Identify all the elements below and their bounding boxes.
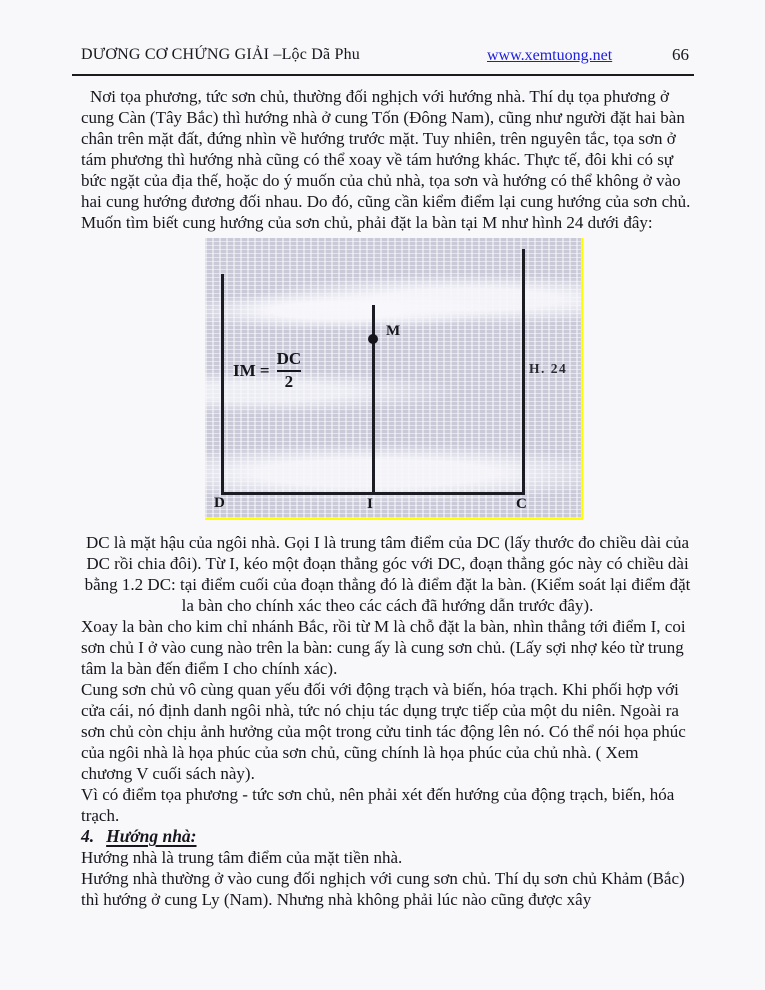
paragraph-cung-son-chu: Cung sơn chủ vô cùng quan yếu đối với động trạch và biến, hóa trạch. Khi phối hợp với cửa cái, nó định danh ngôi nhà, tức nó chịu tác dụng trực tiếp của một du niên. Ngoài ra sơn chủ còn chịu ảnh hưởng của một trong cửu tinh tác động lên nó. Có thể nói họa phúc của ngôi nhà là họa phúc của sơn chủ, cũng chính là họa phúc của chủ nhà. ( Xem chương V cuối sách này). bbox=[81, 680, 686, 783]
figure-formula bbox=[233, 350, 301, 391]
paragraph-muon-tim: Muốn tìm biết cung hướng của sơn chủ, phải đặt la bàn tại M như hình 24 dưới đây: bbox=[81, 213, 653, 232]
figure-point-m-label: M bbox=[386, 323, 401, 339]
formula-lhs: IM = bbox=[233, 361, 270, 381]
paragraph-xoay-la-ban: Xoay la bàn cho kim chỉ nhánh Bắc, rồi từ M là chỗ đặt la bàn, nhìn thẳng tới điểm I, coi sơn chủ I ở vào cung nào trên la bàn: cung ấy là cung sơn chủ. (Lấy sợi nhợ kéo từ trung tâm la bàn đến điểm I cho chính xác). bbox=[81, 617, 686, 678]
formula-numerator: DC bbox=[276, 349, 302, 368]
figure-wall-left-line bbox=[221, 274, 224, 495]
page-number: 66 bbox=[672, 45, 689, 64]
section-heading-huong-nha bbox=[81, 826, 694, 847]
figure-caption: H. 24 bbox=[529, 361, 568, 376]
page-body bbox=[81, 86, 694, 910]
figure-h24 bbox=[205, 238, 583, 520]
paragraph-dc-mat-hau: DC là mặt hậu của ngôi nhà. Gọi I là trung tâm điểm của DC (lấy thước đo chiều dài của DC rồi chia đôi). Từ I, kéo một đoạn thẳng góc với DC, đoạn thẳng góc này có chiều dài bằng 1.2 DC: tại điểm cuối của đoạn thẳng đó là điểm đặt la bàn. (Kiểm soát lại điểm đặt la bàn cho chính xác theo các cách đã hướng dẫn trước đây). bbox=[84, 533, 691, 615]
website-link[interactable]: www.xemtuong.net bbox=[487, 47, 613, 64]
section-label: Hướng nhà: bbox=[106, 826, 197, 846]
paragraph-huong-nha-doi-nghich: Hướng nhà thường ở vào cung đối nghịch với cung sơn chủ. Thí dụ sơn chủ Khảm (Bắc) thì hướng ở cung Ly (Nam). Nhưng nhà không phải lúc nào cũng được xây bbox=[81, 869, 685, 909]
formula-denominator: 2 bbox=[284, 371, 294, 391]
paragraph-vi-co-diem: Vì có điểm tọa phương - tức sơn chủ, nên phải xét đến hướng của động trạch, biến, hóa trạch. bbox=[81, 785, 675, 825]
book-title: DƯƠNG CƠ CHỨNG GIẢI –Lộc Dã Phu bbox=[81, 46, 361, 63]
formula-fraction bbox=[277, 350, 302, 391]
figure-point-m-marker bbox=[368, 334, 378, 344]
paragraph-huong-nha-dinh-nghia: Hướng nhà là trung tâm điểm của mặt tiền nhà. bbox=[81, 848, 403, 867]
paragraph-toa-phuong: Nơi tọa phương, tức sơn chủ, thường đối nghịch với hướng nhà. Thí dụ tọa phương ở cung Càn (Tây Bắc) thì hướng nhà ở cung Tốn (Đông Nam), cũng như người đặt hai bàn chân trên mặt đất, đứng nhìn về hướng trước mặt. Tuy nhiên, trên nguyên tắc, tọa sơn ở tám phương thì hướng nhà cũng có thể xoay về tám hướng khác. Thực tế, đôi khi có sự bức ngặt của địa thế, hoặc do ý muốn của chủ nhà, tọa sơn và hướng có thể không ở vào hai cung hướng đương đối nhau. Do đó, cũng cần kiểm điểm lại cung hướng của sơn chủ. bbox=[81, 87, 691, 211]
figure-point-c-label: C bbox=[516, 496, 527, 512]
figure-point-d-label: D bbox=[214, 495, 225, 511]
section-number: 4. bbox=[81, 826, 95, 846]
figure-point-i-label: I bbox=[367, 496, 373, 512]
figure-wall-right-line bbox=[522, 249, 525, 495]
header-divider bbox=[72, 74, 694, 76]
